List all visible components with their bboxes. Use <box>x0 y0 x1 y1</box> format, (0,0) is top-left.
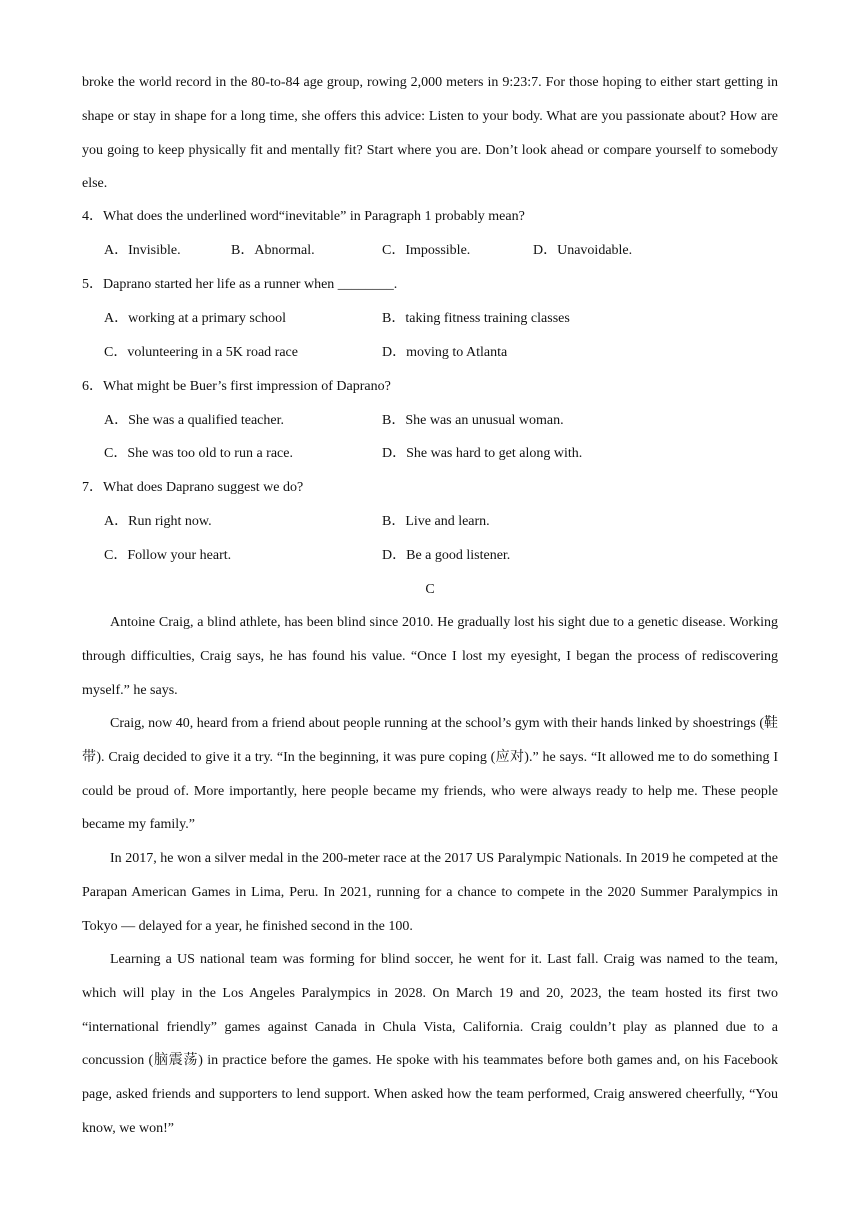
question-6-number: 6． <box>82 379 103 394</box>
question-7-number: 7． <box>82 480 103 495</box>
question-7-option-c[interactable]: C．Follow your heart. <box>104 548 232 563</box>
question-4 <box>82 207 778 227</box>
question-5-option-d[interactable]: D．moving to Atlanta <box>382 345 508 360</box>
question-5-number: 5． <box>82 277 103 292</box>
question-5-option-c[interactable]: C．volunteering in a 5K road race <box>104 345 298 360</box>
passage-c-paragraph-1: Antoine Craig, a blind athlete, has been blind since 2010. He gradually lost his sight due to a genetic disease. Working through difficulties, Craig says, he has found his value. “Once I lost my eyesight, I began the process of rediscovering myself.” he says. <box>82 615 778 698</box>
question-6 <box>82 377 778 397</box>
question-5 <box>82 275 778 295</box>
passage-c-paragraph-4: Learning a US national team was forming for blind soccer, he went for it. Last fall. Craig was named to the team, which will play in the Los Angeles Paralympics in 2028. On March 19 and 20, 2023, the team hosted its first two “international friendly” games against Canada in Chula Vista, California. Craig couldn’t play as planned due to a concussion (脑震荡) in practice before the games. He spoke with his teammates before both games and, on his Facebook page, asked friends and supporters to lend support. When asked how the team performed, Craig answered cheerfully, “You know, we won!” <box>82 952 778 1136</box>
question-7-option-a[interactable]: A．Run right now. <box>104 514 212 529</box>
question-4-option-b[interactable]: B．Abnormal. <box>231 243 315 258</box>
question-4-text: What does the underlined word“inevitable” in Paragraph 1 probably mean? <box>103 209 525 224</box>
question-6-option-a[interactable]: A．She was a qualified teacher. <box>104 413 284 428</box>
question-5-text: Daprano started her life as a runner when ________. <box>103 277 398 292</box>
question-5-option-b[interactable]: B．taking fitness training classes <box>382 311 570 326</box>
passage-b-final-paragraph: broke the world record in the 80-to-84 age group, rowing 2,000 meters in 9:23:7. For those hoping to either start getting in shape or stay in shape for a long time, she offers this advice: Listen to your body. What are you passionate about? How are you going to keep physically fit and mentally fit? Start where you are. Don’t look ahead or compare yourself to somebody else. <box>82 75 778 192</box>
question-7 <box>82 478 778 498</box>
question-4-number: 4． <box>82 209 103 224</box>
question-6-option-c[interactable]: C．She was too old to run a race. <box>104 446 293 461</box>
question-5-option-a[interactable]: A．working at a primary school <box>104 311 286 326</box>
question-6-option-b[interactable]: B．She was an unusual woman. <box>382 413 564 428</box>
question-7-option-b[interactable]: B．Live and learn. <box>382 514 490 529</box>
question-7-option-d[interactable]: D．Be a good listener. <box>382 548 511 563</box>
passage-c-paragraph-2: Craig, now 40, heard from a friend about people running at the school’s gym with their hands linked by shoestrings (鞋带). Craig decided to give it a try. “In the beginning, it was pure coping (应对).” he says. “It allowed me to do something I could be proud of. More importantly, here people became my friends, who were always ready to help me. These people became my family.” <box>82 716 778 833</box>
question-4-option-c[interactable]: C．Impossible. <box>382 243 471 258</box>
question-6-option-d[interactable]: D．She was hard to get along with. <box>382 446 583 461</box>
question-7-text: What does Daprano suggest we do? <box>103 480 304 495</box>
question-4-option-a[interactable]: A．Invisible. <box>104 243 181 258</box>
section-c-heading: C <box>425 582 435 597</box>
passage-c-paragraph-3: In 2017, he won a silver medal in the 200-meter race at the 2017 US Paralympic Nationals. In 2019 he competed at the Parapan American Games in Lima, Peru. In 2021, running for a chance to compete in the 2020 Summer Paralympics in Tokyo — delayed for a year, he finished second in the 100. <box>82 851 778 934</box>
question-4-option-d[interactable]: D．Unavoidable. <box>533 243 633 258</box>
question-6-text: What might be Buer’s first impression of Daprano? <box>103 379 391 394</box>
